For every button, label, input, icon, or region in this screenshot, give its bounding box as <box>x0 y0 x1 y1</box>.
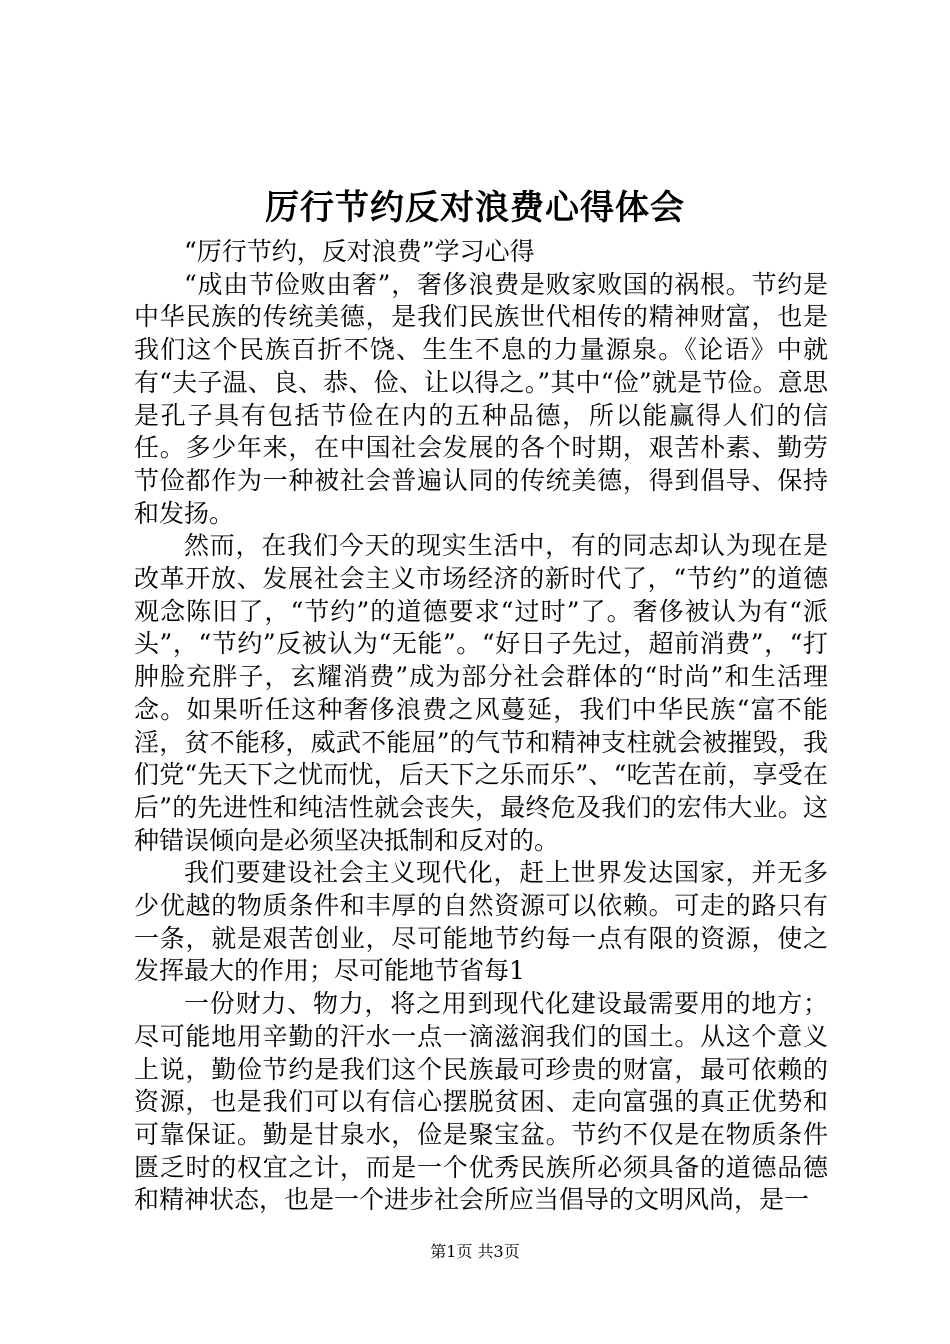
page-number-indicator: 第1页 共3页 <box>430 1242 520 1261</box>
paragraph: “成由节俭败由奢”，奢侈浪费是败家败国的祸根。节约是中华民族的传统美德，是我们民族世代相传的精神财富，也是我们这个民族百折不饶、生生不息的力量源泉。《论语》中就有“夫子温、良、恭、俭、让以得之。”其中“俭”就是节俭。意思是孔子具有包括节俭在内的五种品德，所以能赢得人们的信任。多少年来，在中国社会发展的各个时期，艰苦朴素、勤劳节俭都作为一种被社会普遍认同的传统美德，得到倡导、保持和发扬。 <box>134 269 828 528</box>
document-title: 厉行节约反对浪费心得体会 <box>265 188 685 228</box>
paragraph: 然而，在我们今天的现实生活中，有的同志却认为现在是改革开放、发展社会主义市场经济的新时代了，“节约”的道德观念陈旧了，“节约”的道德要求“过时”了。奢侈被认为有“派头”，“节约”反被认为“无能”。“好日子先过，超前消费”，“打肿脸充胖子，玄耀消费”成为部分社会群体的“时尚”和生活理念。如果听任这种奢侈浪费之风蔓延，我们中华民族“富不能淫，贫不能移，威武不能屈”的气节和精神支柱就会被摧毁，我们党“先天下之忧而忧，后天下之乐而乐”、“吃苦在前，享受在后”的先进性和纯洁性就会丧失，最终危及我们的宏伟大业。这种错误倾向是必须坚决抵制和反对的。 <box>134 531 828 855</box>
paragraph-subtitle: “厉行节约，反对浪费”学习心得 <box>184 237 535 266</box>
page-footer <box>0 1240 950 1264</box>
paragraph: 一份财力、物力，将之用到现代化建设最需要用的地方；尽可能地用辛勤的汗水一点一滴滋润我们的国土。从这个意义上说，勤俭节约是我们这个民族最可珍贵的财富，最可依赖的资源，也是我们可以有信心摆脱贫困、走向富强的真正优势和可靠保证。勤是甘泉水，俭是聚宝盆。节约不仅是在物质条件匮乏时的权宜之计，而是一个优秀民族所必须具备的道德品德和精神状态，也是一个进步社会所应当倡导的文明风尚，是一 <box>134 989 828 1215</box>
document-body <box>134 236 828 1217</box>
paragraph: 我们要建设社会主义现代化，赶上世界发达国家，并无多少优越的物质条件和丰厚的自然资源可以依赖。可走的路只有一条，就是艰苦创业，尽可能地节约每一点有限的资源，使之发挥最大的作用；尽可能地节省每1 <box>134 858 828 986</box>
